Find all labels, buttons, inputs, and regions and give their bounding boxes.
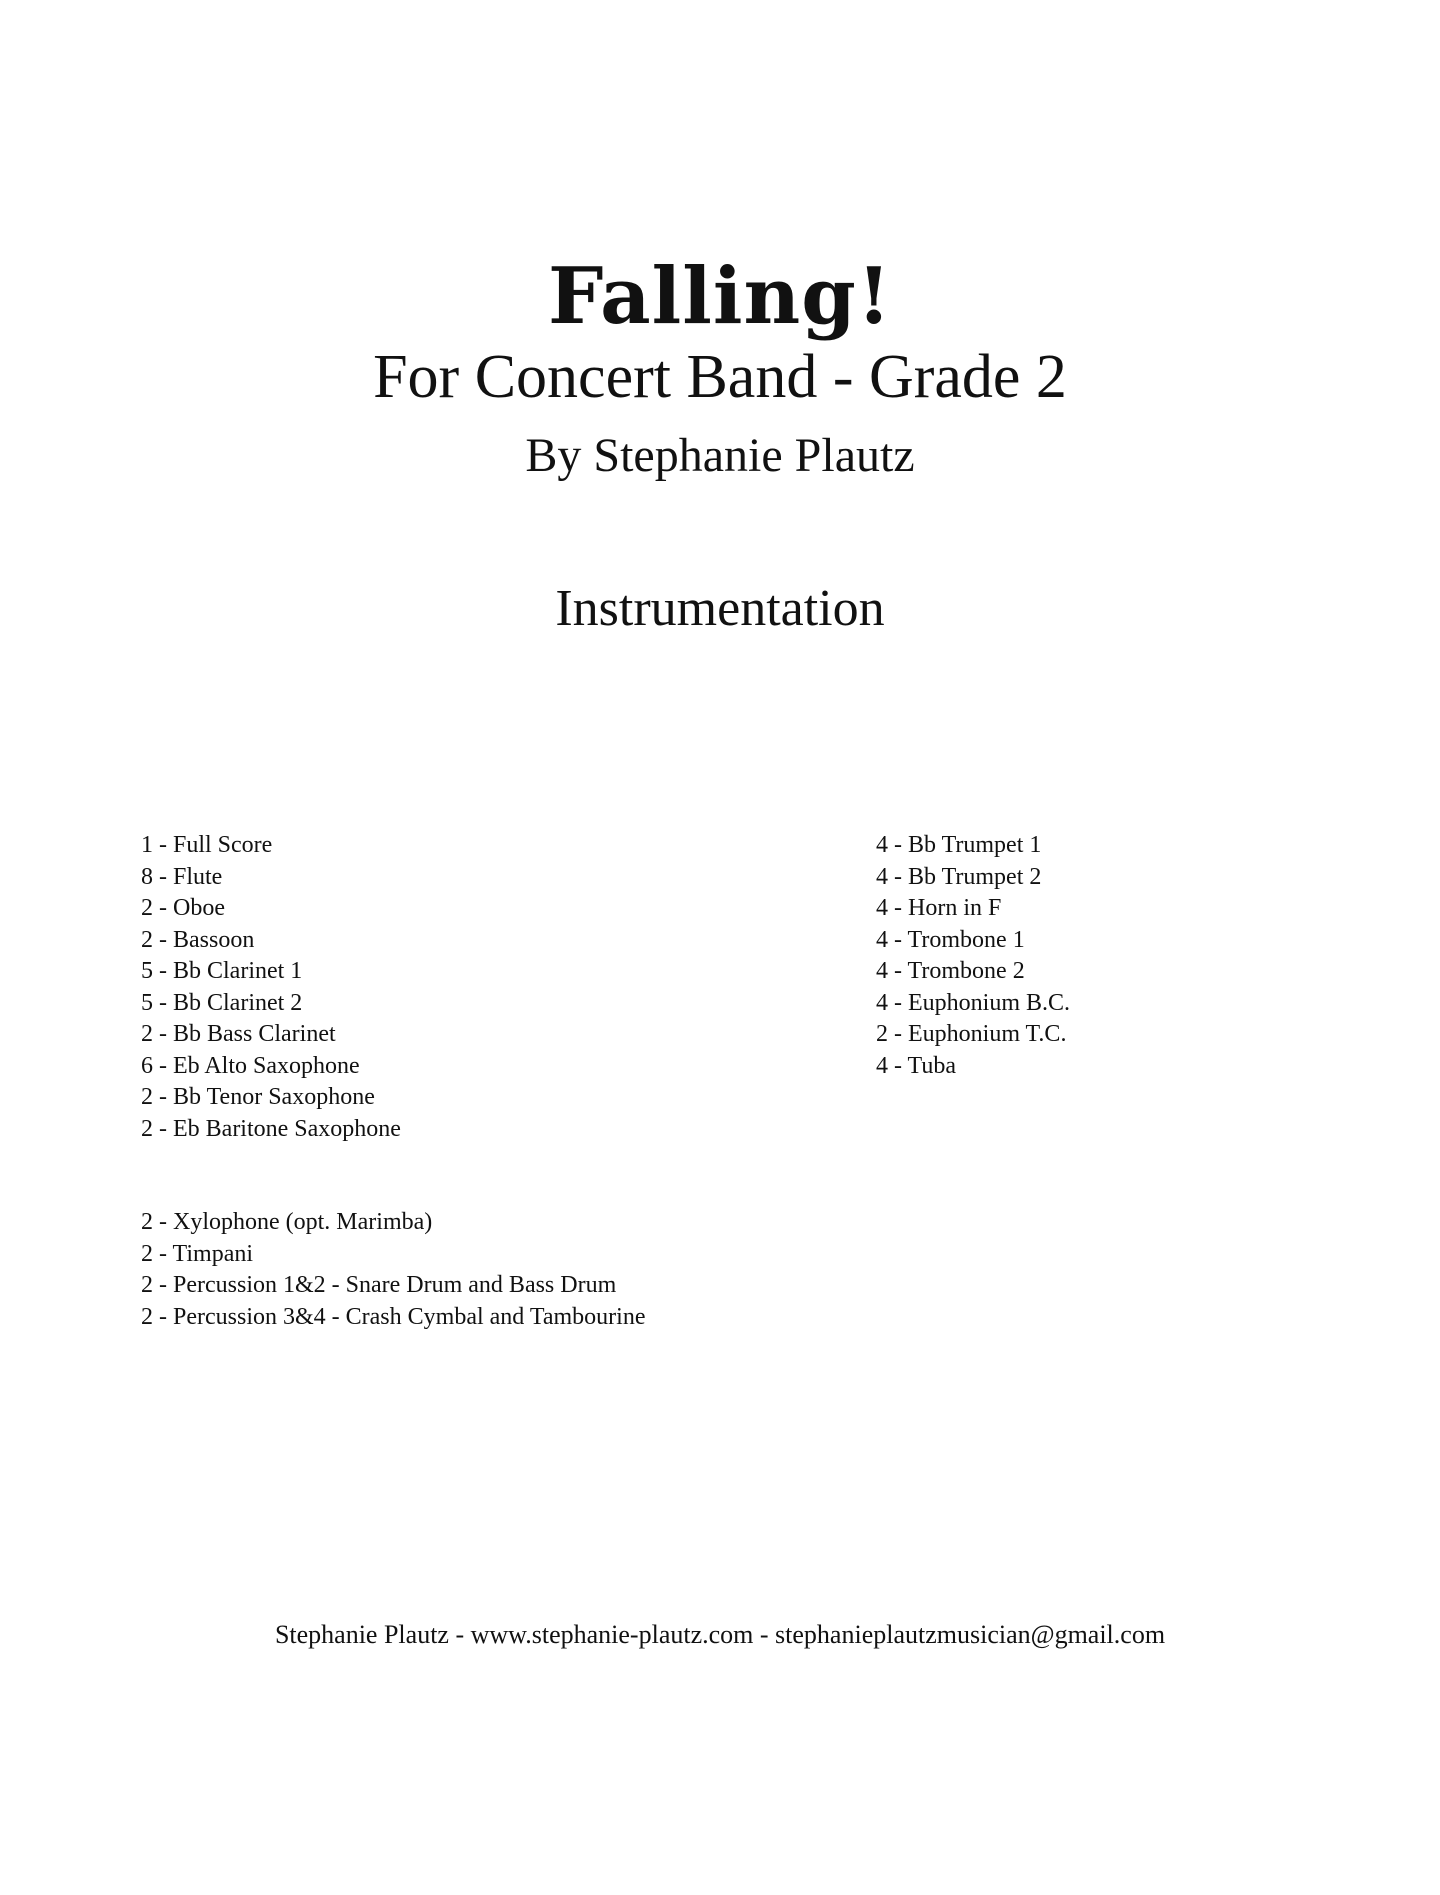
list-item: 2 - Bb Bass Clarinet [141, 1021, 336, 1047]
list-item: 2 - Euphonium T.C. [876, 1021, 1067, 1047]
list-item: 2 - Oboe [141, 895, 225, 921]
piece-subtitle: For Concert Band - Grade 2 [373, 343, 1067, 411]
list-item: 5 - Bb Clarinet 1 [141, 958, 303, 984]
list-item: 2 - Bb Tenor Saxophone [141, 1084, 375, 1110]
composer-credit: By Stephanie Plautz [525, 429, 915, 482]
list-item: 4 - Bb Trumpet 1 [876, 832, 1042, 858]
list-item: 2 - Bassoon [141, 926, 255, 953]
contact-footer: Stephanie Plautz - www.stephanie-plautz.com - stephanieplautzmusician@gmail.com [274, 1620, 1166, 1649]
piece-title: Falling! [547, 251, 893, 342]
list-item: 6 - Eb Alto Saxophone [141, 1052, 360, 1079]
list-item: 1 - Full Score [141, 832, 273, 858]
list-item: 8 - Flute [141, 863, 223, 890]
list-item: 4 - Trombone 2 [876, 958, 1025, 984]
list-item: 4 - Tuba [876, 1052, 957, 1079]
brass-list [876, 830, 1070, 1082]
list-item: 4 - Horn in F [876, 895, 1002, 921]
list-item: 2 - Percussion 3&4 - Crash Cymbal and Tambourine [141, 1303, 646, 1330]
instrumentation-heading: Instrumentation [555, 580, 885, 637]
list-item: 2 - Xylophone (opt. Marimba) [141, 1209, 433, 1235]
percussion-list [141, 1207, 645, 1333]
list-item: 4 - Bb Trumpet 2 [876, 863, 1042, 890]
list-item: 2 - Eb Baritone Saxophone [141, 1115, 401, 1142]
list-item: 2 - Percussion 1&2 - Snare Drum and Bass Drum [141, 1272, 617, 1298]
list-item: 4 - Euphonium B.C. [876, 989, 1071, 1016]
list-item: 2 - Timpani [141, 1240, 254, 1267]
woodwinds-list [141, 830, 401, 1145]
list-item: 5 - Bb Clarinet 2 [141, 989, 303, 1016]
list-item: 4 - Trombone 1 [876, 926, 1025, 953]
